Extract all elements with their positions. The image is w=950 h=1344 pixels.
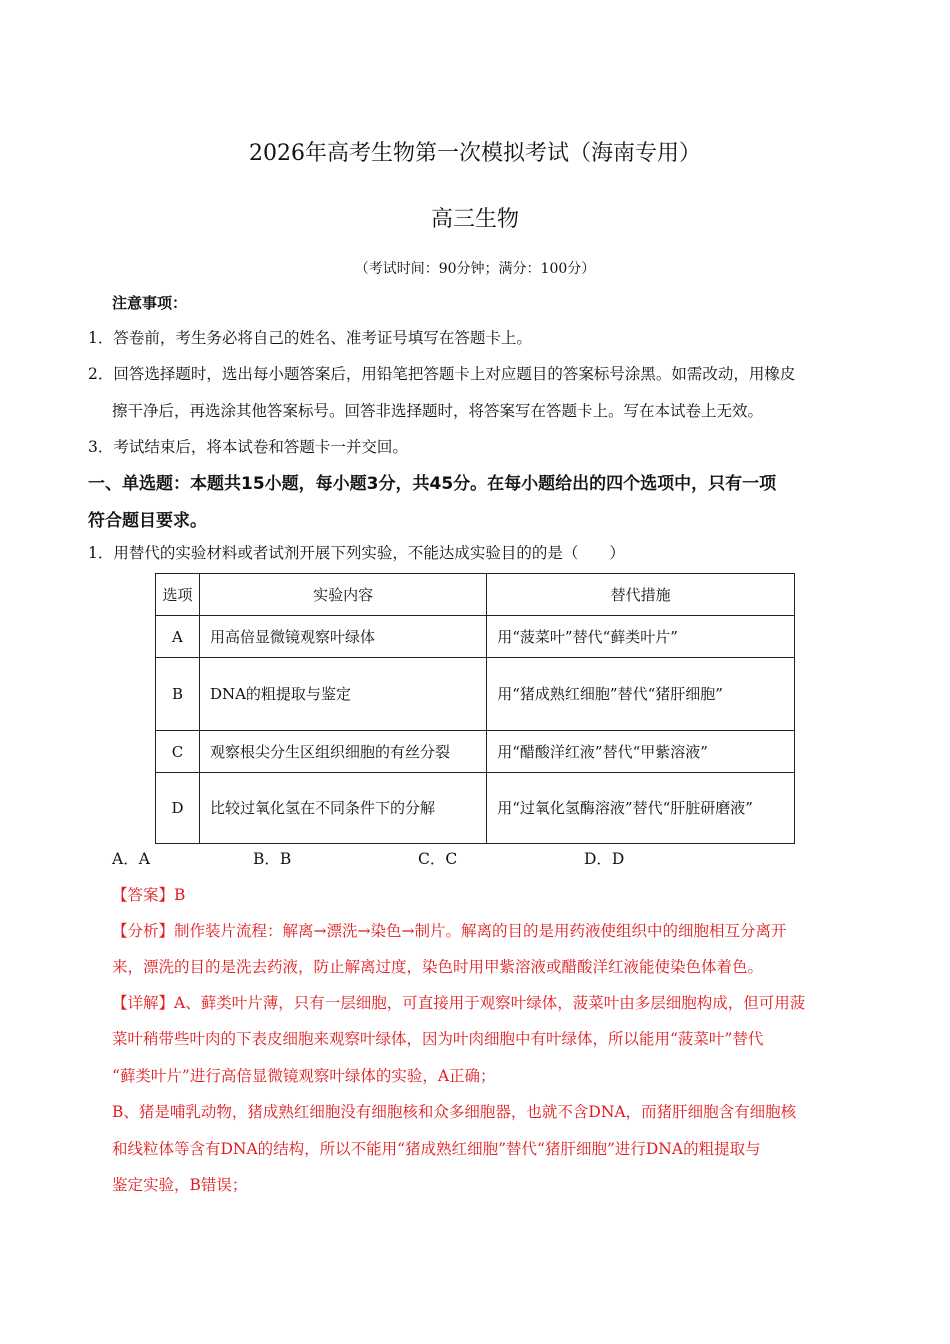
page-subtitle: 高三生物 [430, 207, 519, 232]
table-cell-substitute: 用“过氧化氢酶溶液”替代“肝脏研磨液” [487, 773, 795, 844]
table-cell-content: 用高倍显微镜观察叶绿体 [199, 616, 486, 658]
table-row [156, 658, 795, 731]
page-title: 2026年高考生物第一次模拟考试（海南专用） [249, 141, 701, 166]
notice-item: 2．回答选择题时，选出每小题答案后，用铅笔把答题卡上对应题目的答案标号涂黑。如需改动，用橡皮 [88, 365, 796, 383]
exam-info: （考试时间：90分钟；满分：100分） [354, 261, 596, 277]
answer: 【答案】B [112, 886, 186, 904]
detail-line: 菜叶稍带些叶肉的下表皮细胞来观察叶绿体，因为叶肉细胞中有叶绿体，所以能用“菠菜叶”替代 [112, 1030, 764, 1048]
table-cell-option: D [156, 773, 200, 844]
detail-line: “藓类叶片”进行高倍显微镜观察叶绿体的实验，A正确； [112, 1067, 496, 1085]
table-cell-content: 观察根尖分生区组织细胞的有丝分裂 [199, 731, 486, 773]
table-cell-substitute: 用“菠菜叶”替代“藓类叶片” [487, 616, 795, 658]
notice-heading: 注意事项： [112, 294, 188, 312]
table-header-cell: 替代措施 [487, 574, 795, 616]
table-header-cell: 选项 [156, 574, 200, 616]
table-cell-content: DNA的粗提取与鉴定 [199, 658, 486, 731]
notice-item: 擦干净后，再选涂其他答案标号。回答非选择题时，将答案写在答题卡上。写在本试卷上无效。 [112, 402, 764, 420]
detail-line: 鉴定实验，B错误； [112, 1176, 248, 1194]
detail-line: 【详解】A、藓类叶片薄，只有一层细胞，可直接用于观察叶绿体，菠菜叶由多层细胞构成，但可用菠 [112, 994, 806, 1012]
detail-line: B、猪是哺乳动物，猪成熟红细胞没有细胞核和众多细胞器，也就不含DNA，而猪肝细胞含有细胞核 [112, 1103, 797, 1121]
notice-item: 1．答卷前，考生务必将自己的姓名、准考证号填写在答题卡上。 [88, 329, 532, 347]
option-d: D．D [584, 850, 625, 868]
detail-line: 和线粒体等含有DNA的结构，所以不能用“猪成熟红细胞”替代“猪肝细胞”进行DNA的粗提取与 [112, 1140, 761, 1158]
question-stem: 1．用替代的实验材料或者试剂开展下列实验，不能达成实验目的的是（ ） [88, 544, 625, 562]
table-cell-content: 比较过氧化氢在不同条件下的分解 [199, 773, 486, 844]
option-c: C．C [418, 850, 458, 868]
table-header-cell: 实验内容 [199, 574, 486, 616]
table-row [156, 731, 795, 773]
table-cell-option: C [156, 731, 200, 773]
table-row [156, 773, 795, 844]
table-cell-option: B [156, 658, 200, 731]
table-cell-substitute: 用“醋酸洋红液”替代“甲紫溶液” [487, 731, 795, 773]
question-table [155, 573, 795, 844]
analysis-line: 【分析】制作装片流程：解离→漂洗→染色→制片。解离的目的是用药液使组织中的细胞相互分离开 [112, 922, 787, 940]
option-a: A．A [112, 850, 150, 868]
section-heading: 一、单选题：本题共15小题，每小题3分，共45分。在每小题给出的四个选项中，只有一项 [88, 474, 777, 494]
notice-item: 3．考试结束后，将本试卷和答题卡一并交回。 [88, 438, 408, 456]
section-heading-cont: 符合题目要求。 [88, 511, 207, 531]
option-b: B．B [253, 850, 292, 868]
table-row [156, 616, 795, 658]
table-cell-option: A [156, 616, 200, 658]
table-header-row [156, 574, 795, 616]
analysis-line: 来，漂洗的目的是洗去药液，防止解离过度，染色时用甲紫溶液或醋酸洋红液能使染色体着色。 [112, 958, 764, 976]
table-cell-substitute: 用“猪成熟红细胞”替代“猪肝细胞” [487, 658, 795, 731]
